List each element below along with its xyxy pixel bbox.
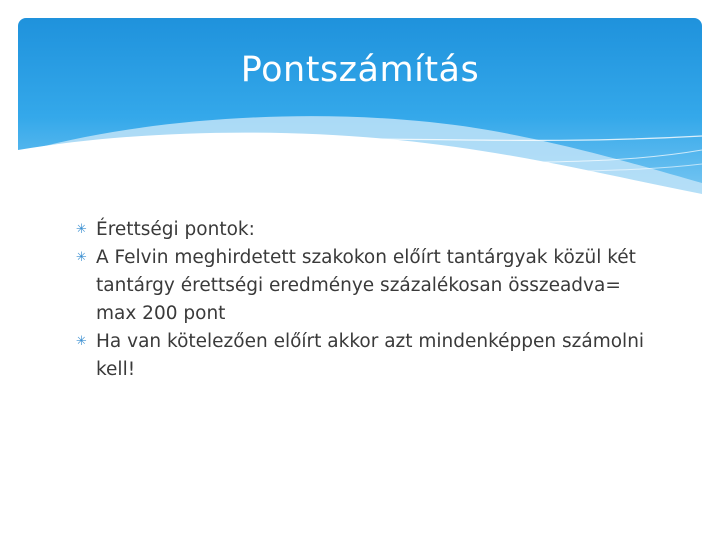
bullet-item bbox=[76, 216, 656, 244]
bullet-item bbox=[76, 328, 656, 384]
header-band bbox=[18, 18, 702, 198]
bullet-list bbox=[76, 216, 656, 384]
bullet-text: Érettségi pontok: bbox=[96, 219, 255, 240]
asterisk-bullet-icon: ✳ bbox=[76, 222, 87, 237]
bullet-text: Ha van kötelezően előírt akkor azt mindenképpen számolni kell! bbox=[96, 331, 645, 380]
bullet-item bbox=[76, 244, 656, 328]
slide-title: Pontszámítás bbox=[240, 50, 480, 90]
asterisk-bullet-icon: ✳ bbox=[76, 250, 87, 265]
bullet-text: A Felvin meghirdetett szakokon előírt tantárgyak közül két tantárgy érettségi eredménye százalékosan összeadva= max 200 pont bbox=[96, 247, 636, 324]
header-wave-background bbox=[18, 18, 702, 198]
asterisk-bullet-icon: ✳ bbox=[76, 334, 87, 349]
